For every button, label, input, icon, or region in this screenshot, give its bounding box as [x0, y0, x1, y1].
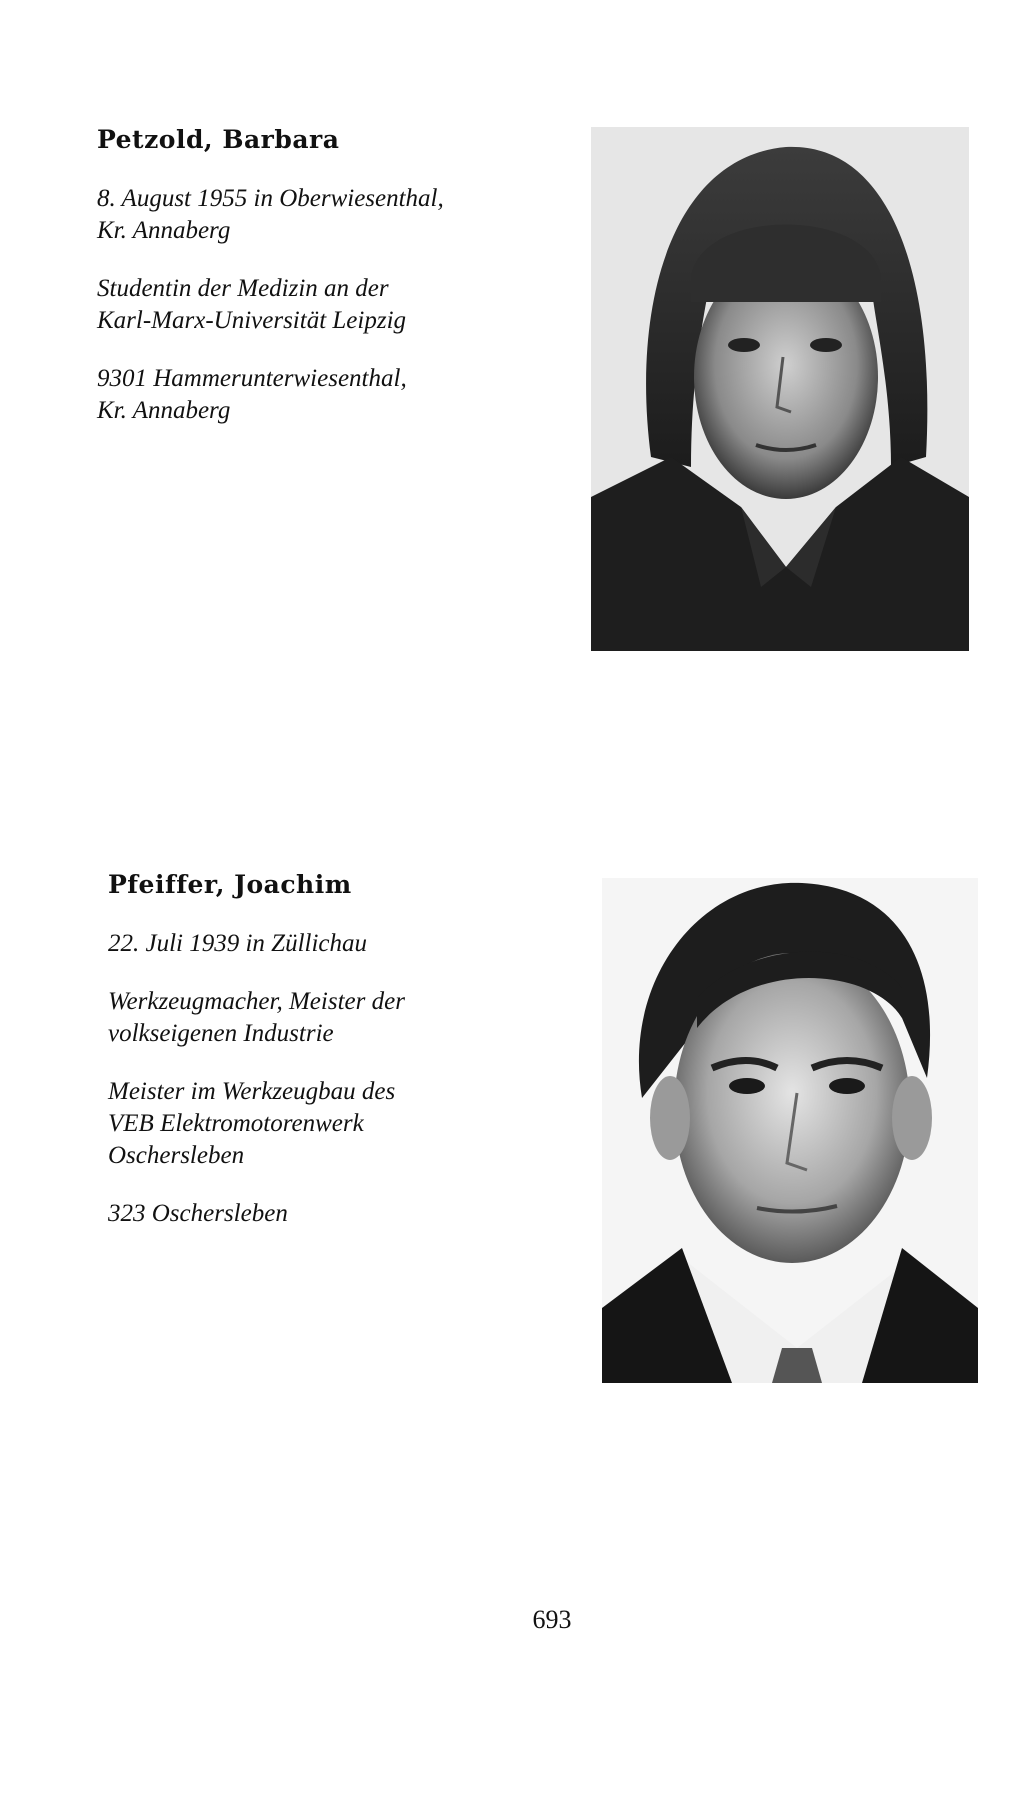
entry-text: [97, 125, 567, 453]
portrait-photo-man: [602, 878, 978, 1383]
portrait-image: [602, 878, 978, 1383]
portrait-image: [591, 127, 969, 651]
occupation-info: [108, 986, 578, 1050]
occupation-line: Karl-Marx-Universität Leipzig: [97, 307, 407, 334]
position-line: Meister im Werkzeugbau des: [108, 1078, 396, 1105]
address-info: [108, 1198, 578, 1230]
occupation-line: Werkzeugmacher, Meister der: [108, 988, 405, 1015]
address-info: [97, 363, 567, 427]
page-number: 693: [532, 1605, 572, 1634]
person-name: Pfeiffer, Joachim: [108, 870, 352, 899]
position-info: [108, 1076, 578, 1172]
person-name: Petzold, Barbara: [97, 125, 340, 154]
address-line: 9301 Hammerunterwiesenthal,: [97, 365, 407, 392]
address-line: 323 Oschersleben: [108, 1200, 288, 1227]
birth-info: [97, 183, 567, 247]
position-line: Oschersleben: [108, 1142, 245, 1169]
position-line: VEB Elektromotorenwerk: [108, 1110, 364, 1137]
birth-info: [108, 928, 578, 960]
birth-line: 22. Juli 1939 in Züllichau: [108, 930, 368, 957]
occupation-info: [97, 273, 567, 337]
entry-text: [108, 870, 578, 1256]
address-line: Kr. Annaberg: [97, 397, 231, 424]
birth-line: Kr. Annaberg: [97, 217, 231, 244]
portrait-photo-woman: [591, 127, 969, 651]
birth-line: 8. August 1955 in Oberwiesenthal,: [97, 185, 444, 212]
occupation-line: volkseigenen Industrie: [108, 1020, 334, 1047]
occupation-line: Studentin der Medizin an der: [97, 275, 389, 302]
